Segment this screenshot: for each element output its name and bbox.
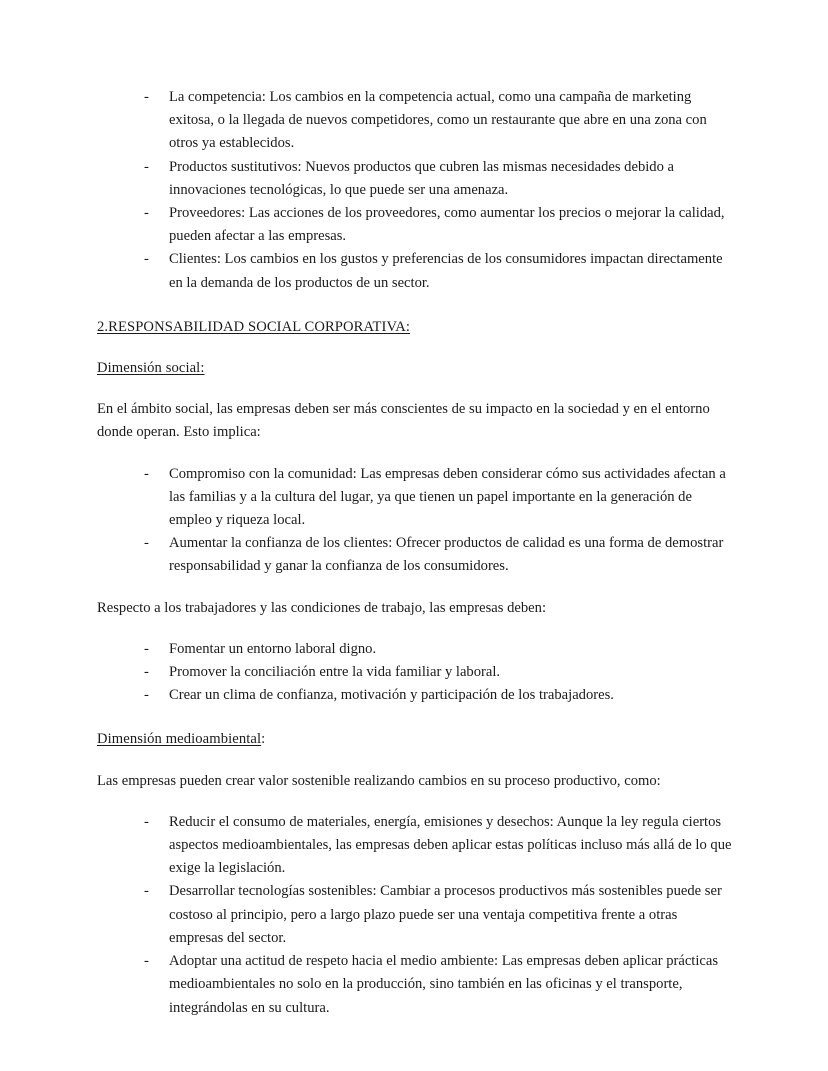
list-item [144,202,733,248]
bullet-dash-icon: - [144,640,149,657]
bullet-dash-icon: - [144,687,149,704]
list-item-text: Compromiso con la comunidad: Las empresas deben considerar cómo sus actividades afectan a las familias y a la cultura del lugar, ya que tienen un papel importante en la generación de empleo y riqueza local. [169,465,726,529]
list-item-text: Fomentar un entorno laboral digno. [169,640,377,657]
list-item [144,463,733,533]
list-item [144,156,733,202]
subheading-social [97,357,733,380]
section-heading-rsc [97,316,733,339]
list-item-text: Promover la conciliación entre la vida familiar y laboral. [169,664,501,681]
list-item-text: Crear un clima de confianza, motivación y participación de los trabajadores. [169,687,614,704]
list-item-text: Desarrollar tecnologías sostenibles: Cambiar a procesos productivos más sostenibles puede ser costoso al principio, pero a largo plazo puede ser una ventaja competitiva frente a otras empresas del sector. [169,883,722,946]
list-item [144,661,733,684]
bullet-dash-icon: - [144,465,149,482]
subheading-environmental [97,728,733,751]
list-item [144,950,733,1020]
list-item-text: La competencia: Los cambios en la competencia actual, como una campaña de marketing exitosa, o la llegada de nuevos competidores, como un restaurante que abre en una zona con otros ya establecidos. [169,89,707,152]
list-item [144,532,733,578]
social-intro-paragraph: En el ámbito social, las empresas deben ser más conscientes de su impacto en la sociedad y en el entorno donde operan. Esto implica: [97,401,710,441]
bullet-dash-icon: - [144,89,149,105]
list-item-text: Reducir el consumo de materiales, energía, emisiones y desechos: Aunque la ley regula ciertos aspectos medioambientales, las empresas deben aplicar estas políticas incluso más allá de lo que exige la legislación. [169,813,732,877]
list-item [144,638,733,661]
subheading-environmental-colon: : [261,731,266,748]
competitive-forces-list [97,86,733,295]
bullet-dash-icon: - [144,664,149,681]
environmental-intro-paragraph: Las empresas pueden crear valor sostenible realizando cambios en su proceso productivo, como: [97,772,661,789]
list-item-text: Proveedores: Las acciones de los proveedores, como aumentar los precios o mejorar la calidad, pueden afectar a las empresas. [169,205,725,245]
workers-intro-paragraph: Respecto a los trabajadores y las condiciones de trabajo, las empresas deben: [97,599,547,616]
list-item [144,880,733,950]
list-item-text: Clientes: Los cambios en los gustos y preferencias de los consumidores impactan directamente en la demanda de los productos de un sector. [169,251,723,291]
section-heading-rsc-text: 2.RESPONSABILIDAD SOCIAL CORPORATIVA: [97,318,411,335]
list-item-text: Aumentar la confianza de los clientes: Ofrecer productos de calidad es una forma de demostrar responsabilidad y ganar la confianza de los consumidores. [169,535,724,575]
bullet-dash-icon: - [144,158,149,175]
environmental-bullets-list [97,811,733,1020]
social-bullets-list [97,463,733,579]
bullet-dash-icon: - [144,813,149,830]
list-item [144,684,733,707]
workers-bullets-list [97,638,733,708]
bullet-dash-icon: - [144,251,149,268]
bullet-dash-icon: - [144,535,149,552]
bullet-dash-icon: - [144,205,149,222]
bullet-dash-icon: - [144,883,149,900]
list-item-text: Adoptar una actitud de respeto hacia el medio ambiente: Las empresas deben aplicar prácticas medioambientales no solo en la producción, sino también en las oficinas y el transporte, integrándolas en su cultura. [169,953,719,1016]
bullet-dash-icon: - [144,953,149,970]
list-item-text: Productos sustitutivos: Nuevos productos que cubren las mismas necesidades debido a innovaciones tecnológicas, lo que puede ser una amenaza. [169,158,675,198]
list-item [144,811,733,881]
list-item [144,86,733,156]
list-item [144,248,733,294]
subheading-social-text: Dimensión social: [97,360,205,377]
subheading-environmental-text: Dimensión medioambiental [97,731,262,748]
document-body [97,86,733,1020]
